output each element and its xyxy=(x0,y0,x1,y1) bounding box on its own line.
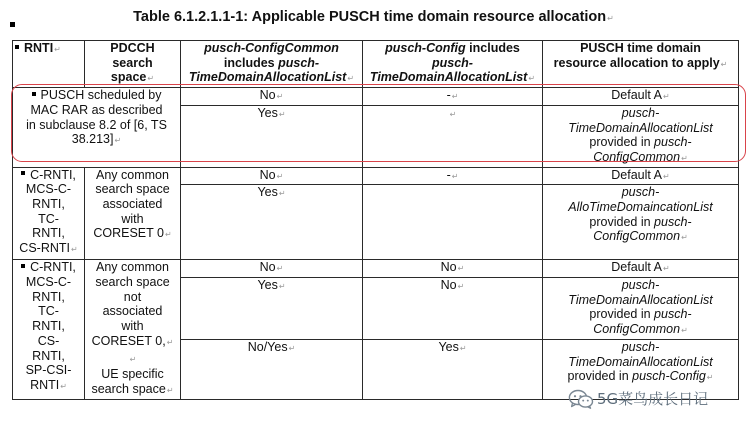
other-search-space-cell xyxy=(85,260,181,400)
coreset0-rnti-cell xyxy=(13,167,85,260)
mac-rar-line4: 38.213] xyxy=(71,132,114,147)
space-line: search space xyxy=(91,381,166,396)
table-row xyxy=(13,88,739,106)
alloc-line: pusch- xyxy=(621,185,660,200)
alloc-line: TimeDomainAllocationList xyxy=(568,354,713,369)
mac-rar-line2: MAC RAR as described xyxy=(30,102,163,117)
mac-rar-r2-config xyxy=(363,105,543,167)
alloc-line: pusch- xyxy=(654,214,692,229)
header-common-list: TimeDomainAllocationList xyxy=(188,70,347,85)
alloc-line: TimeDomainAllocationList xyxy=(568,292,713,307)
header-pdcch-line1: PDCCH xyxy=(110,41,155,55)
other-r3-config xyxy=(363,339,543,399)
mac-rar-r1-common xyxy=(181,88,363,106)
header-rnti-text: RNTI xyxy=(24,41,54,55)
table-row xyxy=(13,260,739,278)
space-line: search space xyxy=(95,182,170,197)
rnti-line: RNTI, xyxy=(32,289,65,304)
rnti-line: MCS-C- xyxy=(25,182,72,197)
cell-value: Default A xyxy=(611,260,663,275)
rnti-line: RNTI, xyxy=(32,348,65,363)
space-line: Any common xyxy=(96,167,169,182)
coreset0-r2-alloc xyxy=(543,185,739,260)
mark: ↵ xyxy=(71,245,78,255)
other-r1-alloc xyxy=(543,260,739,278)
space-line: associated xyxy=(102,304,163,319)
mark: ↵ xyxy=(129,354,137,364)
other-rnti-cell xyxy=(13,260,85,400)
space-line: with xyxy=(121,211,144,226)
mark: ↵ xyxy=(663,92,670,102)
header-bullet xyxy=(15,45,19,49)
mark: ↵ xyxy=(681,153,688,163)
header-row xyxy=(13,41,739,88)
cell-value: No xyxy=(259,167,276,182)
mark: ↵ xyxy=(457,282,465,292)
mark: ↵ xyxy=(166,385,174,395)
rnti-line: RNTI, xyxy=(32,226,65,241)
mark: ↵ xyxy=(147,74,155,84)
alloc-line: pusch- xyxy=(621,339,660,354)
mark: ↵ xyxy=(720,59,728,69)
mark: ↵ xyxy=(681,233,688,243)
cell-value: No xyxy=(440,278,457,293)
rnti-line: CS-RNTI xyxy=(19,241,70,256)
header-common-pusch: pusch- xyxy=(278,55,320,70)
header-alloc-line2: resource allocation to apply xyxy=(553,55,720,70)
caption-text: Table 6.1.2.1.1-1: Applicable PUSCH time domain resource allocation xyxy=(133,9,607,25)
space-line: search space xyxy=(95,275,170,290)
coreset0-r1-config xyxy=(363,167,543,185)
header-config-list: TimeDomainAllocationList xyxy=(369,70,528,85)
mark: ↵ xyxy=(288,343,296,353)
rnti-line: RNTI xyxy=(30,377,60,392)
header-pdcch-search-space xyxy=(85,41,181,88)
rnti-line: RNTI, xyxy=(32,197,65,212)
mark: ↵ xyxy=(528,74,536,84)
cell-value: Yes xyxy=(257,185,278,200)
wechat-icon xyxy=(568,389,594,409)
cell-value: Default A xyxy=(611,167,663,182)
mark: ↵ xyxy=(681,326,688,336)
mark: ↵ xyxy=(663,264,670,274)
cell-value: No xyxy=(259,260,276,275)
mark: ↵ xyxy=(449,109,457,119)
alloc-line: provided in xyxy=(589,135,651,150)
cell-value: Yes xyxy=(257,105,278,120)
rnti-line: RNTI, xyxy=(32,319,65,334)
mark: ↵ xyxy=(278,282,286,292)
header-config-pusch: pusch- xyxy=(432,55,473,70)
cell-value: Yes xyxy=(438,339,459,354)
mark: ↵ xyxy=(457,264,465,274)
cell-value: No/Yes xyxy=(247,339,288,354)
header-pusch-config xyxy=(363,41,543,88)
rnti-line: TC- xyxy=(38,304,59,319)
cell-value: No xyxy=(440,260,457,275)
mac-rar-r2-alloc xyxy=(543,105,739,167)
mark: ↵ xyxy=(347,74,355,84)
header-pdcch-line2: search xyxy=(112,55,153,70)
rnti-line: CS- xyxy=(37,333,60,348)
space-line: associated xyxy=(102,197,163,212)
mark: ↵ xyxy=(459,343,467,353)
mark: ↵ xyxy=(451,92,459,102)
space-line: UE specific xyxy=(101,367,164,382)
alloc-line: ConfigCommon xyxy=(593,229,681,244)
row-bullet xyxy=(21,264,25,268)
cell-value: Yes xyxy=(257,278,278,293)
other-r1-config xyxy=(363,260,543,278)
alloc-line: provided in xyxy=(589,214,651,229)
header-rnti xyxy=(13,41,85,88)
mac-rar-r1-alloc xyxy=(543,88,739,106)
table-caption xyxy=(0,9,747,25)
mark: ↵ xyxy=(663,171,670,181)
cell-value: - xyxy=(446,88,451,103)
mac-rar-rnti-cell xyxy=(13,88,181,168)
rnti-line: SP-CSI- xyxy=(25,363,72,378)
mark: ↵ xyxy=(276,264,284,274)
mac-rar-line1: PUSCH scheduled by xyxy=(40,88,162,103)
alloc-line: pusch- xyxy=(621,278,660,293)
header-config-includes: includes xyxy=(469,41,520,55)
mac-rar-line3: in subclause 8.2 of [6, TS xyxy=(26,117,167,132)
mark: ↵ xyxy=(278,109,286,119)
coreset0-r2-common xyxy=(181,185,363,260)
alloc-line: pusch- xyxy=(621,105,660,120)
header-pdcch-line3: space xyxy=(110,70,147,85)
space-line: CORESET 0 xyxy=(93,226,164,241)
rnti-line: TC- xyxy=(38,211,59,226)
row-bullet xyxy=(32,92,36,96)
mark: ↵ xyxy=(166,337,174,347)
mark: ↵ xyxy=(60,381,67,391)
space-line: Any common xyxy=(96,260,169,275)
other-r2-config xyxy=(363,278,543,340)
paragraph-mark: ↵ xyxy=(607,14,614,23)
pusch-allocation-table xyxy=(12,40,739,400)
coreset0-r1-common xyxy=(181,167,363,185)
alloc-line: TimeDomainAllocationList xyxy=(568,120,713,135)
header-alloc-line1: PUSCH time domain xyxy=(580,41,701,55)
cell-value: No xyxy=(259,88,276,103)
mark: ↵ xyxy=(278,189,286,199)
alloc-line: pusch- xyxy=(654,135,692,150)
mark: ↵ xyxy=(114,136,122,146)
watermark-text: 5G菜鸟成长日记 xyxy=(597,390,709,408)
other-r2-alloc xyxy=(543,278,739,340)
header-allocation-to-apply xyxy=(543,41,739,88)
alloc-line: provided in xyxy=(589,307,651,322)
mark: ↵ xyxy=(164,230,172,240)
coreset0-search-space-cell xyxy=(85,167,181,260)
space-line: not xyxy=(123,289,142,304)
header-pusch-config-common xyxy=(181,41,363,88)
header-common-includes: includes xyxy=(223,55,275,70)
mark: ↵ xyxy=(451,171,459,181)
alloc-line: AlloTimeDomaincationList xyxy=(568,200,713,215)
space-line: with xyxy=(121,319,144,334)
watermark xyxy=(568,388,708,409)
mark: ↵ xyxy=(276,171,284,181)
table-row xyxy=(13,167,739,185)
rnti-line: C-RNTI, xyxy=(30,260,76,275)
cell-value: Default A xyxy=(611,88,663,103)
alloc-line: pusch- xyxy=(654,307,692,322)
space-line: CORESET 0, xyxy=(91,333,166,348)
rnti-line: C-RNTI, xyxy=(30,167,76,182)
row-bullet xyxy=(21,171,25,175)
alloc-line: pusch-Config xyxy=(632,369,706,384)
header-config-line1: pusch-Config xyxy=(385,41,466,55)
mac-rar-r2-common xyxy=(181,105,363,167)
rnti-line: MCS-C- xyxy=(25,275,72,290)
alloc-line: ConfigCommon xyxy=(593,322,681,337)
coreset0-r2-config xyxy=(363,185,543,260)
other-r3-common xyxy=(181,339,363,399)
other-r2-common xyxy=(181,278,363,340)
cell-value: - xyxy=(446,167,451,182)
mac-rar-r1-config xyxy=(363,88,543,106)
mark: ↵ xyxy=(706,373,714,383)
other-r1-common xyxy=(181,260,363,278)
coreset0-r1-alloc xyxy=(543,167,739,185)
mark: ↵ xyxy=(276,92,284,102)
mark: ↵ xyxy=(54,45,61,54)
alloc-line: ConfigCommon xyxy=(593,149,681,164)
header-common-line1: pusch-ConfigCommon xyxy=(204,41,339,55)
alloc-line: provided in xyxy=(567,369,629,384)
